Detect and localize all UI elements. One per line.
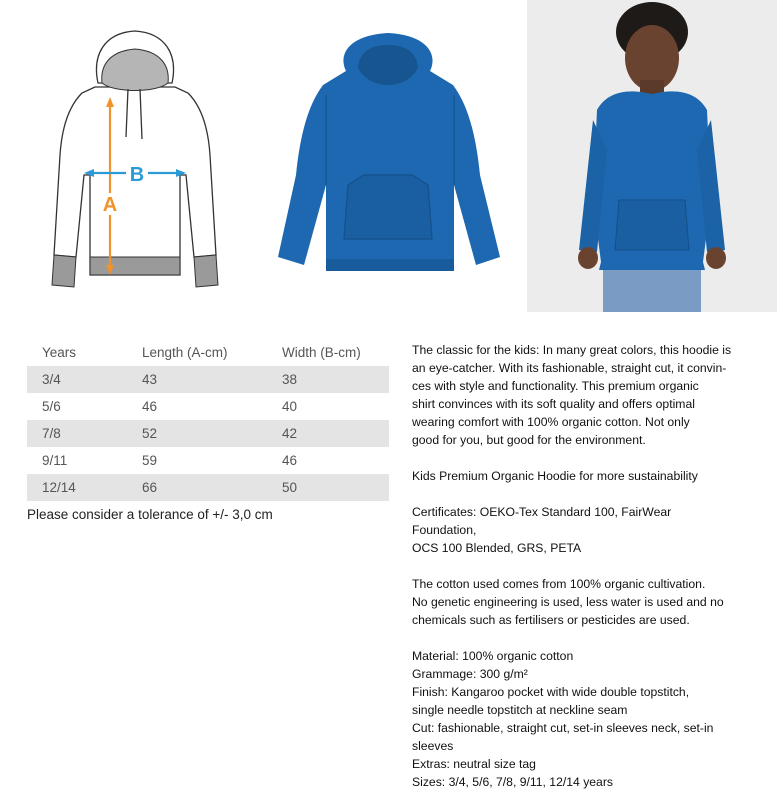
cell-length: 46 (142, 399, 158, 414)
label-a: A (102, 194, 118, 216)
model-hand-right (706, 247, 726, 269)
right-cuff (194, 255, 218, 287)
table-row (27, 474, 389, 501)
table-row (27, 366, 389, 393)
model-pocket (615, 200, 689, 250)
header-width: Width (B-cm) (282, 345, 361, 360)
product-specs (412, 647, 732, 791)
table-row (27, 420, 389, 447)
spec-sizes: Sizes: 3/4, 5/6, 7/8, 9/11, 12/14 years (412, 775, 613, 789)
size-chart-table (27, 339, 389, 501)
header-length: Length (A-cm) (142, 345, 228, 360)
cell-width: 42 (282, 420, 389, 447)
model-hand-left (578, 247, 598, 269)
cell-length: 59 (142, 453, 158, 468)
table-row (27, 447, 389, 474)
cell-years: 7/8 (27, 420, 142, 447)
cell-years: 3/4 (27, 366, 142, 393)
spec-extras: Extras: neutral size tag (412, 757, 536, 771)
cell-width: 50 (282, 474, 389, 501)
measurement-diagram (40, 25, 240, 295)
description-intro: The classic for the kids: In many great colors, this hoodie is an eye-catcher. With its fashionable, straight cut, it convin- ces with style and functionality. This premium organic shirt convinces with its soft quality and offers optimal wearing comfort with 100% organic cotton. Not only good for you, but good for the environment. (412, 343, 732, 447)
cell-length: 66 (142, 474, 282, 501)
model-photo (527, 0, 777, 312)
spec-material: Material: 100% organic cotton (412, 649, 574, 663)
cell-years: 5/6 (42, 399, 61, 414)
description-cotton: The cotton used comes from 100% organic cultivation. No genetic engineering is used, less water is used and no chemicals such as fertilisers or pesticides are used. (412, 577, 724, 627)
label-b: B (129, 164, 145, 186)
waistband (90, 257, 180, 275)
table-row (27, 393, 389, 420)
cell-length: 43 (142, 366, 282, 393)
hoodie-product-image (268, 25, 508, 285)
description-certificates: Certificates: OEKO-Tex Standard 100, FairWear Foundation, OCS 100 Blended, GRS, PETA (412, 505, 672, 555)
cell-width: 46 (282, 453, 298, 468)
cell-years: 12/14 (27, 474, 142, 501)
table-header-row (27, 339, 389, 366)
spec-cut: Cut: fashionable, straight cut, set-in sleeves neck, set-in sleeves (412, 721, 714, 753)
kangaroo-pocket (344, 175, 432, 239)
cell-years: 9/11 (42, 453, 68, 468)
spec-finish: Finish: Kangaroo pocket with wide double topstitch, single needle topstitch at neckline seam (412, 685, 690, 717)
cell-length: 52 (142, 420, 282, 447)
cell-width: 38 (282, 366, 389, 393)
left-cuff (52, 255, 76, 287)
header-years: Years (42, 345, 77, 360)
spec-grammage: Grammage: 300 g/m² (412, 667, 528, 681)
cell-width: 40 (282, 399, 298, 414)
tolerance-note: Please consider a tolerance of +/- 3,0 cm (27, 507, 273, 522)
description-tagline: Kids Premium Organic Hoodie for more sustainability (412, 469, 698, 483)
hoodie-waistband (326, 259, 454, 271)
product-description (412, 341, 732, 791)
model-jeans (603, 270, 701, 312)
